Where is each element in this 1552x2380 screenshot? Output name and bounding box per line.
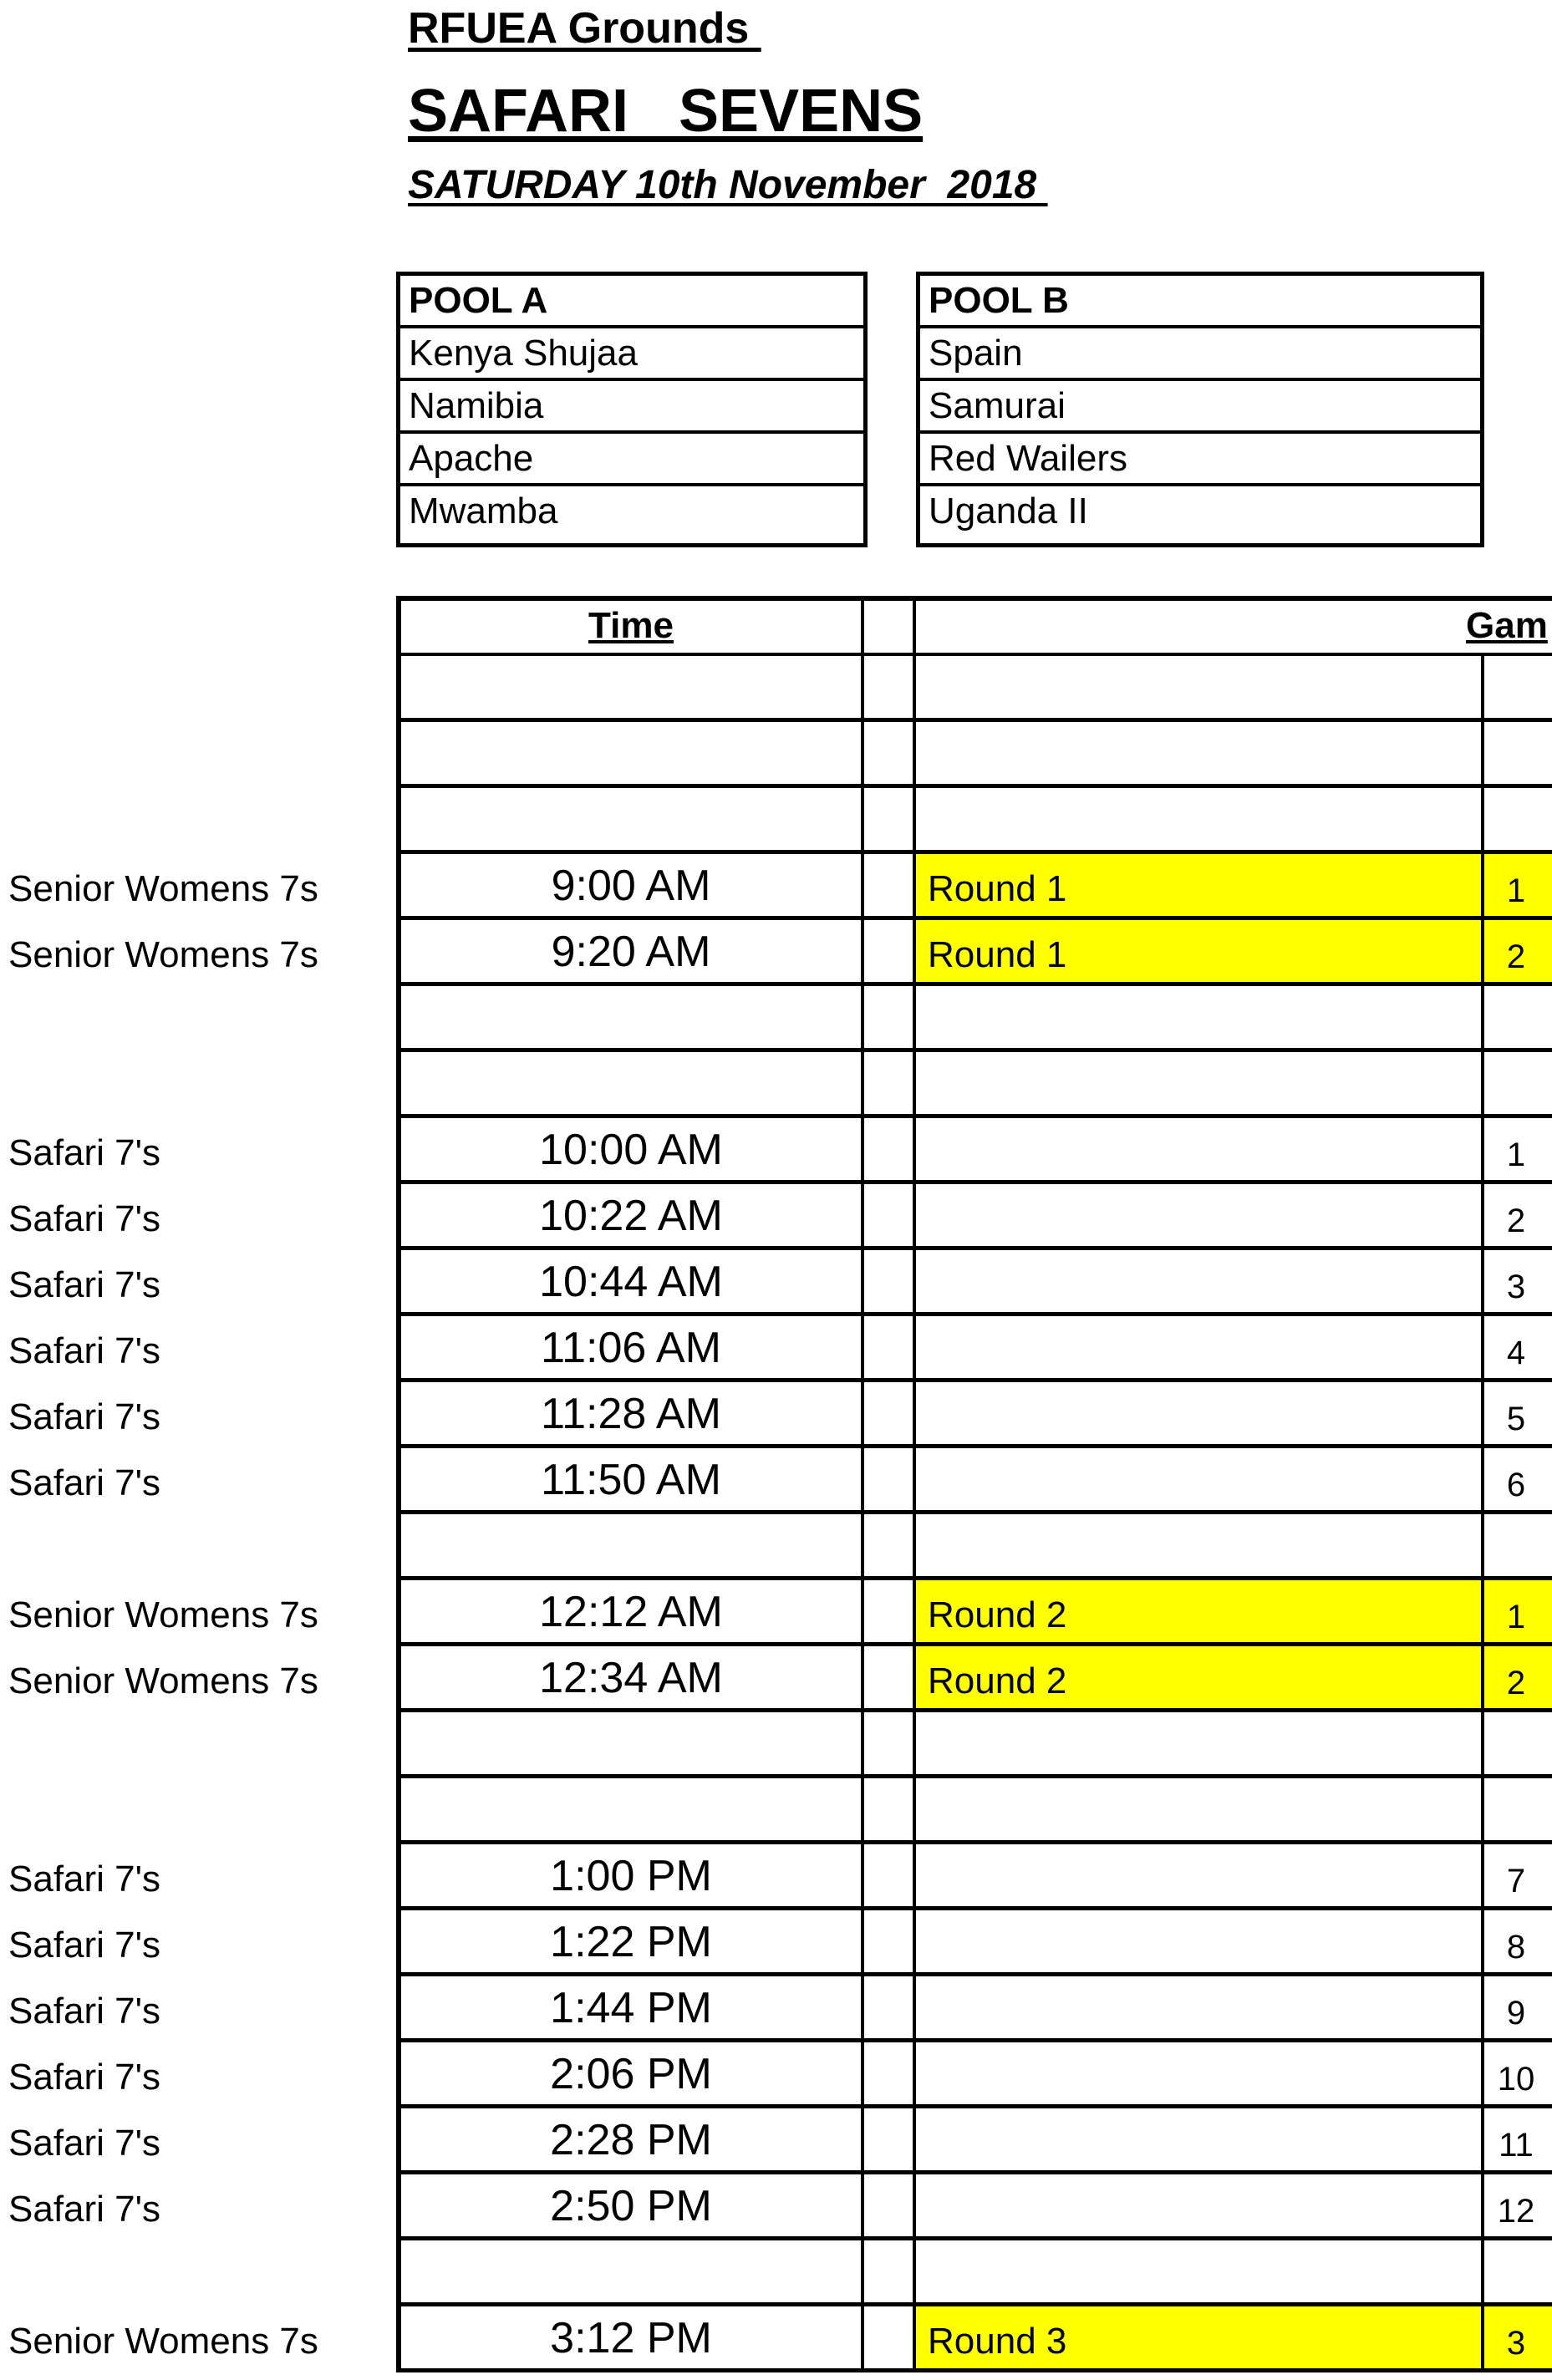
division-label: Safari 7's	[8, 2189, 161, 2230]
schedule-row	[0, 1448, 1552, 1514]
schedule-row	[0, 656, 1552, 722]
game-cell	[916, 788, 1552, 854]
spacer-cell	[864, 1118, 916, 1184]
game-cell	[916, 1316, 1552, 1382]
schedule-row	[0, 1118, 1552, 1184]
event-title: SAFARI SEVENS	[408, 78, 924, 145]
game-number: 9	[1481, 1976, 1548, 2038]
pool-a-table	[396, 272, 868, 547]
pool-b-team: Red Wailers	[920, 434, 1480, 486]
division-label: Safari 7's	[8, 1859, 161, 1899]
event-date: SATURDAY 10th November 2018	[408, 163, 1048, 207]
schedule-row	[0, 2174, 1552, 2240]
spacer-cell	[864, 1712, 916, 1778]
game-cell	[916, 920, 1552, 986]
game-number	[1481, 1514, 1548, 1576]
spacer-cell	[864, 1778, 916, 1844]
kickoff-time: 1:22 PM	[396, 1910, 864, 1976]
spacer-cell	[864, 1316, 916, 1382]
game-cell	[916, 1448, 1552, 1514]
schedule-row	[0, 2306, 1552, 2372]
game-number: 11	[1481, 2108, 1548, 2170]
division-label: Safari 7's	[8, 1198, 161, 1239]
spacer-cell	[864, 1382, 916, 1448]
game-number: 3	[1481, 1250, 1548, 1312]
game-number: 1	[1481, 1118, 1548, 1180]
game-number	[1481, 722, 1548, 784]
spacer-cell	[864, 1184, 916, 1250]
spacer-cell	[864, 2240, 916, 2306]
venue-title: RFUEA Grounds	[408, 4, 761, 53]
spacer-cell	[864, 1514, 916, 1580]
spacer-cell	[864, 920, 916, 986]
game-number: 4	[1481, 1316, 1548, 1378]
kickoff-time: 3:12 PM	[396, 2306, 864, 2372]
division-label: Safari 7's	[8, 1264, 161, 1305]
game-number	[1481, 1712, 1548, 1774]
game-cell	[916, 656, 1552, 722]
kickoff-time: 1:00 PM	[396, 1844, 864, 1910]
kickoff-time	[396, 722, 864, 788]
kickoff-time: 2:28 PM	[396, 2108, 864, 2174]
game-cell	[916, 1514, 1552, 1580]
schedule-row	[0, 1910, 1552, 1976]
spacer-cell	[864, 1580, 916, 1646]
kickoff-time	[396, 2240, 864, 2306]
game-cell	[916, 1910, 1552, 1976]
kickoff-time: 10:22 AM	[396, 1184, 864, 1250]
spacer-cell	[864, 2306, 916, 2372]
pool-b-table	[916, 272, 1484, 547]
game-cell	[916, 1976, 1552, 2042]
spacer-column-header	[864, 601, 916, 656]
division-label: Safari 7's	[8, 1132, 161, 1173]
division-label: Safari 7's	[8, 2123, 161, 2164]
round-label: Round 1	[928, 868, 1067, 909]
game-cell	[916, 2108, 1552, 2174]
division-label: Senior Womens 7s	[8, 1594, 318, 1635]
schedule-row	[0, 986, 1552, 1052]
spacer-cell	[864, 986, 916, 1052]
pool-b-team: Uganda II	[929, 491, 1088, 531]
pool-a-team: Kenya Shujaa	[400, 328, 863, 381]
game-number: 5	[1481, 1382, 1548, 1444]
schedule-row	[0, 1712, 1552, 1778]
schedule-row	[0, 1052, 1552, 1118]
kickoff-time	[396, 656, 864, 722]
kickoff-time: 11:06 AM	[396, 1316, 864, 1382]
spacer-cell	[864, 1250, 916, 1316]
spacer-cell	[864, 1052, 916, 1118]
game-cell	[916, 1118, 1552, 1184]
kickoff-time: 1:44 PM	[396, 1976, 864, 2042]
pool-a-team: Namibia	[400, 381, 863, 434]
spacer-cell	[864, 2042, 916, 2108]
spacer-cell	[864, 1448, 916, 1514]
game-cell	[916, 1580, 1552, 1646]
pool-a-team: Mwamba	[409, 491, 558, 531]
schedule-row	[0, 1184, 1552, 1250]
game-cell	[916, 2042, 1552, 2108]
spacer-cell	[864, 1910, 916, 1976]
division-label: Safari 7's	[8, 1330, 161, 1371]
kickoff-time: 11:28 AM	[396, 1382, 864, 1448]
spacer-cell	[864, 854, 916, 920]
kickoff-time	[396, 1712, 864, 1778]
round-label: Round 3	[928, 2321, 1067, 2362]
kickoff-time	[396, 986, 864, 1052]
game-column-header-cell	[916, 601, 1552, 656]
game-number: 7	[1481, 1844, 1548, 1906]
game-cell	[916, 1712, 1552, 1778]
game-column-header: Gam	[1466, 605, 1548, 646]
game-number: 8	[1481, 1910, 1548, 1972]
pool-b-team: Samurai	[920, 381, 1480, 434]
spacer-cell	[864, 1646, 916, 1712]
schedule-row	[0, 920, 1552, 986]
game-cell	[916, 2306, 1552, 2372]
kickoff-time: 10:00 AM	[396, 1118, 864, 1184]
spacer-cell	[864, 788, 916, 854]
spacer-cell	[864, 1844, 916, 1910]
kickoff-time: 12:34 AM	[396, 1646, 864, 1712]
schedule-header	[396, 596, 1552, 656]
schedule-row	[0, 1778, 1552, 1844]
game-number	[1481, 2240, 1548, 2302]
game-number: 2	[1481, 920, 1548, 982]
schedule-row	[0, 854, 1552, 920]
division-label: Safari 7's	[8, 1462, 161, 1503]
game-number: 6	[1481, 1448, 1548, 1510]
schedule-row	[0, 1646, 1552, 1712]
spacer-cell	[864, 2174, 916, 2240]
schedule-row	[0, 722, 1552, 788]
game-cell	[916, 986, 1552, 1052]
game-cell	[916, 1844, 1552, 1910]
schedule-row	[0, 2108, 1552, 2174]
game-number: 2	[1481, 1646, 1548, 1708]
kickoff-time: 10:44 AM	[396, 1250, 864, 1316]
schedule-row	[0, 788, 1552, 854]
game-cell	[916, 1184, 1552, 1250]
pool-a-team: Apache	[400, 434, 863, 486]
game-cell	[916, 1250, 1552, 1316]
kickoff-time	[396, 1514, 864, 1580]
schedule-row	[0, 1976, 1552, 2042]
division-label: Safari 7's	[8, 1396, 161, 1437]
kickoff-time	[396, 788, 864, 854]
game-number: 3	[1481, 2306, 1548, 2368]
pool-b-title: POOL B	[920, 276, 1480, 328]
division-label: Safari 7's	[8, 1925, 161, 1966]
game-cell	[916, 1382, 1552, 1448]
round-label: Round 2	[928, 1594, 1067, 1635]
kickoff-time: 11:50 AM	[396, 1448, 864, 1514]
kickoff-time	[396, 1052, 864, 1118]
division-label: Safari 7's	[8, 1991, 161, 2032]
game-number: 1	[1481, 854, 1548, 916]
division-label: Safari 7's	[8, 2057, 161, 2098]
kickoff-time: 2:06 PM	[396, 2042, 864, 2108]
pool-a-title: POOL A	[400, 276, 863, 328]
game-cell	[916, 2174, 1552, 2240]
game-number	[1481, 1778, 1548, 1840]
schedule-row	[0, 1250, 1552, 1316]
round-label: Round 1	[928, 934, 1067, 975]
game-number	[1481, 656, 1548, 718]
game-number: 10	[1481, 2042, 1548, 2104]
game-number: 2	[1481, 1184, 1548, 1246]
kickoff-time: 12:12 AM	[396, 1580, 864, 1646]
schedule-row	[0, 1580, 1552, 1646]
kickoff-time: 2:50 PM	[396, 2174, 864, 2240]
spacer-cell	[864, 2108, 916, 2174]
division-label: Senior Womens 7s	[8, 934, 318, 975]
game-cell	[916, 1778, 1552, 1844]
division-label: Senior Womens 7s	[8, 1660, 318, 1701]
time-column-header: Time	[396, 601, 864, 656]
schedule-row	[0, 1514, 1552, 1580]
game-number: 12	[1481, 2174, 1548, 2236]
kickoff-time: 9:20 AM	[396, 920, 864, 986]
game-number	[1481, 986, 1548, 1048]
spacer-cell	[864, 722, 916, 788]
game-cell	[916, 1052, 1552, 1118]
spacer-cell	[864, 656, 916, 722]
pool-b-team: Spain	[920, 328, 1480, 381]
schedule-row	[0, 2240, 1552, 2306]
schedule-row	[0, 1844, 1552, 1910]
round-label: Round 2	[928, 1660, 1067, 1701]
game-cell	[916, 854, 1552, 920]
game-number: 1	[1481, 1580, 1548, 1642]
division-label: Senior Womens 7s	[8, 2321, 318, 2362]
kickoff-time	[396, 1778, 864, 1844]
game-cell	[916, 722, 1552, 788]
schedule-row	[0, 1382, 1552, 1448]
schedule-row	[0, 2042, 1552, 2108]
schedule-row	[0, 1316, 1552, 1382]
game-cell	[916, 2240, 1552, 2306]
game-cell	[916, 1646, 1552, 1712]
kickoff-time: 9:00 AM	[396, 854, 864, 920]
spacer-cell	[864, 1976, 916, 2042]
game-number	[1481, 788, 1548, 850]
game-number	[1481, 1052, 1548, 1114]
division-label: Senior Womens 7s	[8, 868, 318, 909]
